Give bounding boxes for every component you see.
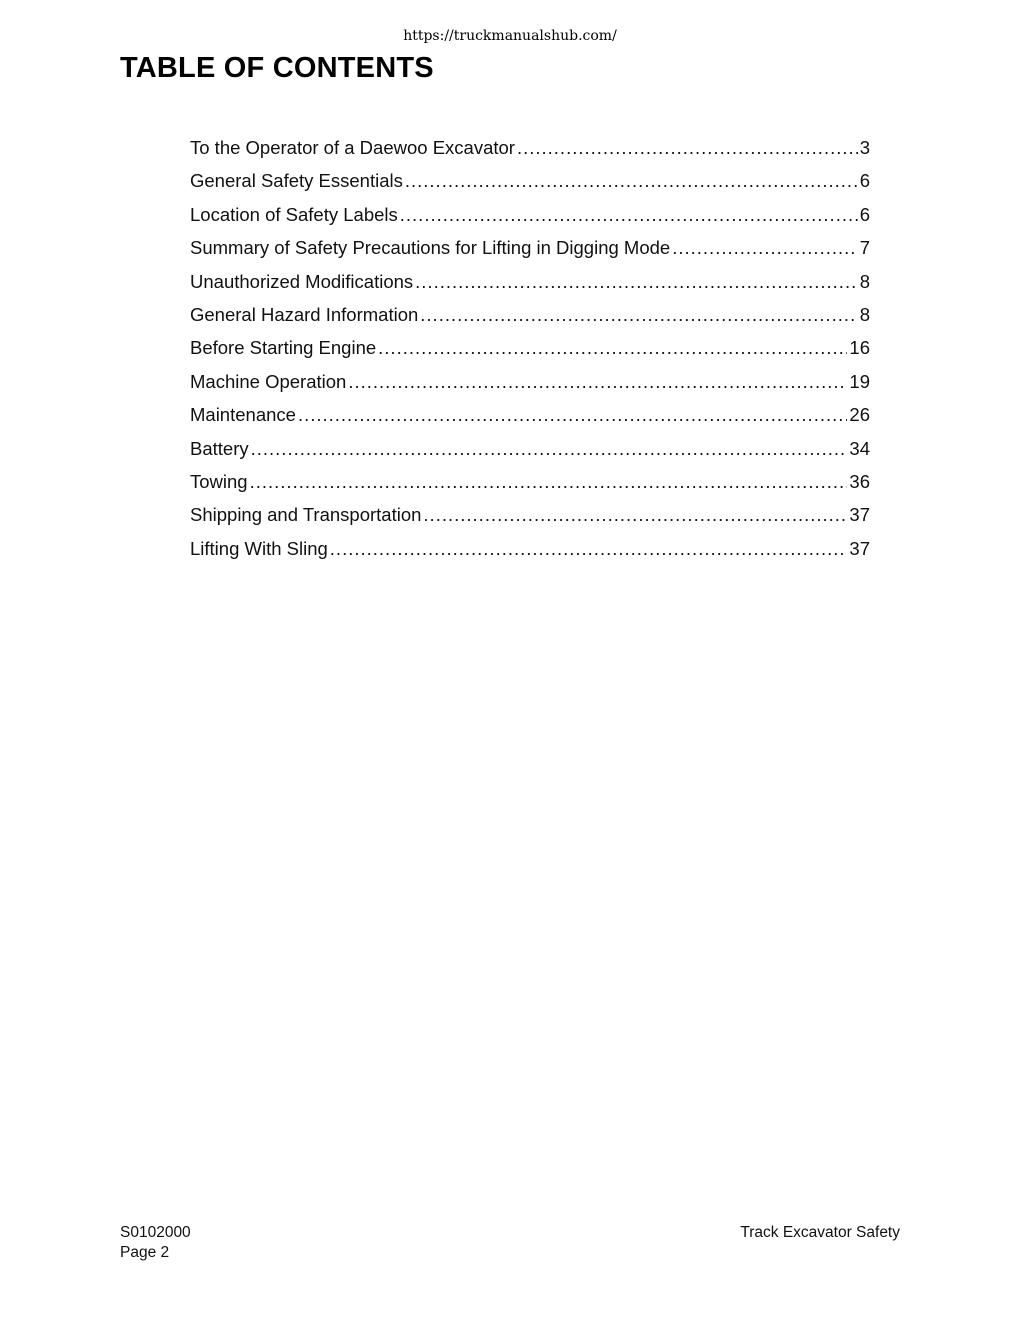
toc-entry-battery[interactable]: [190, 436, 870, 469]
toc-entry-lifting-sling[interactable]: [190, 536, 870, 569]
toc-entry-page: 8: [859, 270, 870, 292]
toc-entry-page: 6: [859, 170, 870, 192]
dot-leader: [405, 168, 858, 194]
dot-leader: [423, 502, 847, 528]
toc-entry-page: 7: [859, 237, 870, 259]
toc-entry-machine-operation[interactable]: [190, 369, 870, 402]
dot-leader: [672, 235, 857, 261]
toc-entry-general-safety[interactable]: [190, 168, 870, 201]
dot-leader: [415, 269, 858, 295]
dot-leader: [420, 302, 857, 328]
footer-page-number: Page 2: [120, 1244, 170, 1261]
toc-entry-safety-labels[interactable]: [190, 202, 870, 235]
toc-entry-page: 8: [859, 303, 870, 325]
toc-entry-page: 37: [849, 537, 870, 559]
dot-leader: [250, 469, 848, 495]
toc-entry-title: Location of Safety Labels: [190, 203, 398, 225]
toc-entry-unauthorized-modifications[interactable]: [190, 269, 870, 302]
toc-entry-lifting-precautions[interactable]: [190, 235, 870, 268]
footer-doc-title: Track Excavator Safety: [740, 1224, 900, 1241]
toc-entry-title: Before Starting Engine: [190, 337, 377, 359]
toc-entry-shipping[interactable]: [190, 502, 870, 535]
header-url[interactable]: https://truckmanualshub.com/: [403, 28, 617, 44]
toc-entry-title: Battery: [190, 437, 249, 459]
toc-entry-title: General Safety Essentials: [190, 170, 403, 192]
toc-entry-maintenance[interactable]: [190, 402, 870, 435]
page-title: TABLE OF CONTENTS: [120, 52, 434, 84]
dot-leader: [517, 135, 858, 161]
toc-entry-title: Lifting With Sling: [190, 537, 328, 559]
toc-entry-page: 26: [849, 404, 870, 426]
toc-entry-title: Summary of Safety Precautions for Lifting in Digging Mode: [190, 237, 671, 259]
toc-entry-page: 34: [849, 437, 870, 459]
toc-entry-towing[interactable]: [190, 469, 870, 502]
toc-entry-title: To the Operator of a Daewoo Excavator: [190, 137, 515, 158]
footer-doc-code: S0102000: [120, 1224, 191, 1241]
toc-entry-title: Machine Operation: [190, 370, 347, 392]
toc-entry-operator[interactable]: [190, 135, 870, 168]
toc-entry-page: 36: [849, 470, 870, 492]
toc-entry-page: 6: [859, 203, 870, 225]
footer-left: [120, 1223, 191, 1263]
dot-leader: [251, 436, 848, 462]
dot-leader: [330, 536, 848, 562]
toc-entry-title: General Hazard Information: [190, 303, 419, 325]
dot-leader: [348, 369, 847, 395]
toc-entry-before-starting[interactable]: [190, 335, 870, 368]
toc-entry-page: 16: [849, 337, 870, 359]
table-of-contents: [190, 135, 870, 569]
toc-entry-hazard-information[interactable]: [190, 302, 870, 335]
dot-leader: [378, 335, 847, 361]
dot-leader: [298, 402, 847, 428]
toc-entry-page: 3: [859, 137, 870, 158]
dot-leader: [400, 202, 858, 228]
toc-entry-title: Unauthorized Modifications: [190, 270, 414, 292]
toc-entry-page: 19: [849, 370, 870, 392]
toc-entry-page: 37: [849, 504, 870, 526]
toc-entry-title: Maintenance: [190, 404, 296, 426]
toc-entry-title: Towing: [190, 470, 248, 492]
toc-entry-title: Shipping and Transportation: [190, 504, 422, 526]
